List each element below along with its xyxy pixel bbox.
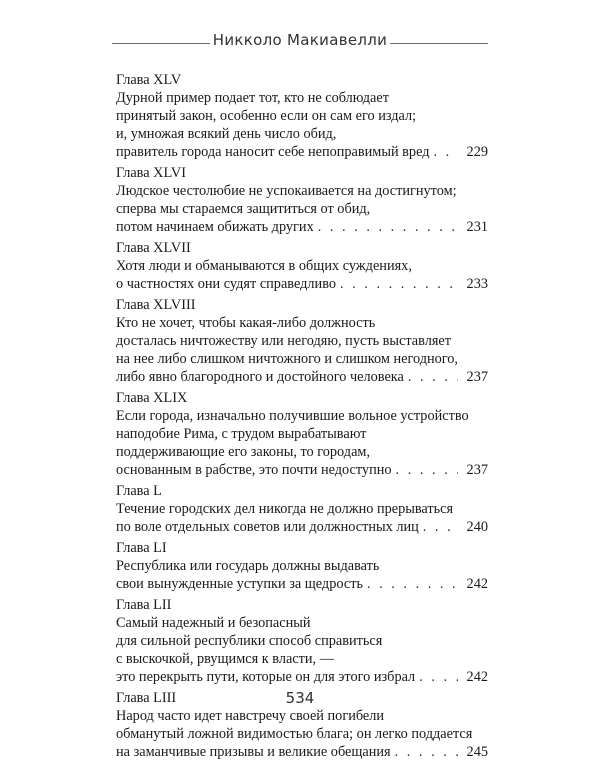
page-number: 534 <box>285 689 315 707</box>
dot-leader <box>395 743 458 761</box>
chapter-label: Глава XLVI <box>116 165 186 181</box>
chapter-label: Глава XLV <box>116 72 182 88</box>
page-reference: 231 <box>466 219 488 235</box>
dot-leader <box>396 461 458 479</box>
chapter-title-last-line <box>116 743 488 761</box>
chapter-title-line: Кто не хочет, чтобы какая-либо должность <box>116 315 376 331</box>
running-header <box>0 31 600 55</box>
chapter-title-line: о частностях они судят справедливо <box>116 276 336 292</box>
chapter-title-last-line <box>116 143 488 161</box>
header-author: Никколо Макиавелли <box>212 31 388 49</box>
chapter-label: Глава L <box>116 483 162 499</box>
chapter-title-line: свои вынужденные уступки за щедрость <box>116 576 363 592</box>
chapter-title-line: на нее либо слишком ничтожного и слишком негодного, <box>116 351 459 367</box>
chapter-title-line: Республика или государь должны выдавать <box>116 558 380 574</box>
page-reference: 237 <box>466 369 488 385</box>
chapter-title-line: досталась ничтожеству или негодяю, пусть выставляет <box>116 333 452 349</box>
header-rule-left <box>112 43 210 44</box>
chapter-title-last-line <box>116 275 488 293</box>
chapter-title-last-line <box>116 668 488 686</box>
chapter-title-line: Народ часто идет навстречу своей погибели <box>116 708 385 724</box>
dot-leader <box>367 575 458 593</box>
chapter-title-line: с выскочкой, рвущимся к власти, — <box>116 651 334 667</box>
chapter-label: Глава LIII <box>116 690 177 706</box>
dot-leader <box>318 218 458 236</box>
toc-entry <box>116 539 488 593</box>
dot-leader <box>340 275 458 293</box>
chapter-title-line: Дурной пример подает тот, кто не соблюдает <box>116 90 389 106</box>
dot-leader <box>434 143 459 161</box>
page-reference: 245 <box>466 744 488 760</box>
chapter-title-line: поддерживающие его законы, то городам, <box>116 444 371 460</box>
dot-leader <box>419 668 458 686</box>
chapter-title-last-line <box>116 518 488 536</box>
toc-entry <box>116 596 488 686</box>
chapter-label: Глава XLVII <box>116 240 191 256</box>
page-reference: 240 <box>466 519 488 535</box>
chapter-title-line: по воле отдельных советов или должностных лиц <box>116 519 419 535</box>
chapter-title-last-line <box>116 368 488 386</box>
toc-entry <box>116 239 488 293</box>
table-of-contents <box>116 71 488 764</box>
chapter-title-line: принятый закон, особенно если он сам его издал; <box>116 108 417 124</box>
chapter-title-line: правитель города наносит себе непоправимый вред <box>116 144 430 160</box>
toc-entry <box>116 296 488 386</box>
page-reference: 237 <box>466 462 488 478</box>
chapter-label: Глава XLIX <box>116 390 188 406</box>
page-reference: 242 <box>466 669 488 685</box>
toc-entry <box>116 482 488 536</box>
chapter-title-line: наподобие Рима, с трудом вырабатывают <box>116 426 367 442</box>
chapter-label: Глава LII <box>116 597 172 613</box>
chapter-title-line: Самый надежный и безопасный <box>116 615 311 631</box>
chapter-title-line: Если города, изначально получившие вольное устройство <box>116 408 469 424</box>
chapter-title-line: Людское честолюбие не успокаивается на достигнутом; <box>116 183 457 199</box>
chapter-title-line: это перекрыть пути, которые он для этого избрал <box>116 669 416 685</box>
chapter-title-line: либо явно благородного и достойного человека <box>116 369 404 385</box>
chapter-title-line: Течение городских дел никогда не должно прерываться <box>116 501 454 517</box>
chapter-title-line: и, умножая всякий день число обид, <box>116 126 337 142</box>
page-reference: 242 <box>466 576 488 592</box>
chapter-title-line: основанным в рабстве, это почти недоступно <box>116 462 392 478</box>
chapter-label: Глава XLVIII <box>116 297 196 313</box>
toc-entry <box>116 71 488 161</box>
chapter-title-line: для сильной республики способ справиться <box>116 633 383 649</box>
chapter-title-line: потом начинаем обижать других <box>116 219 314 235</box>
page-reference: 229 <box>466 144 488 160</box>
chapter-title-last-line <box>116 461 488 479</box>
chapter-title-line: Хотя люди и обманываются в общих суждениях, <box>116 258 412 274</box>
header-rule-right <box>390 43 488 44</box>
chapter-title-last-line <box>116 218 488 236</box>
chapter-label: Глава LI <box>116 540 167 556</box>
toc-entry <box>116 164 488 236</box>
chapter-title-line: обманутый ложной видимостью блага; он легко поддается <box>116 726 473 742</box>
chapter-title-last-line <box>116 575 488 593</box>
toc-entry <box>116 389 488 479</box>
chapter-title-line: на заманчивые призывы и великие обещания <box>116 744 391 760</box>
chapter-title-line: сперва мы стараемся защититься от обид, <box>116 201 371 217</box>
dot-leader <box>423 518 458 536</box>
page-reference: 233 <box>466 276 488 292</box>
dot-leader <box>408 368 458 386</box>
